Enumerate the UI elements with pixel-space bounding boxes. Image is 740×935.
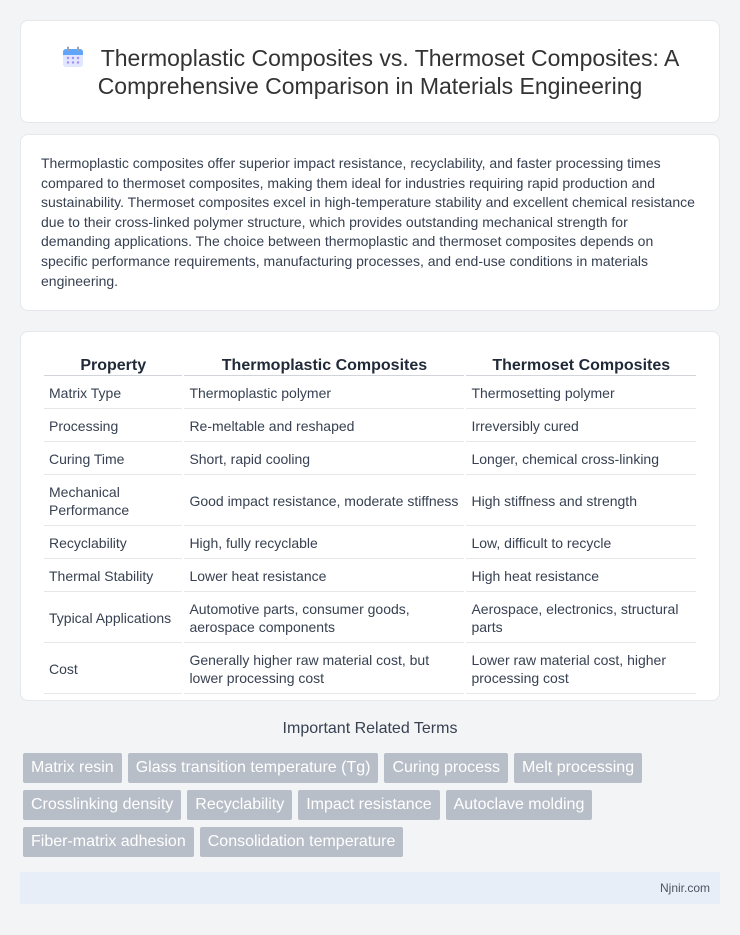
table-cell: Thermal Stability <box>44 561 182 592</box>
term-tag[interactable]: Matrix resin <box>23 753 122 783</box>
footer <box>20 872 720 904</box>
table-cell: High stiffness and strength <box>466 477 696 526</box>
comparison-table-card <box>20 331 720 701</box>
table-cell: Cost <box>44 645 182 694</box>
summary-text: Thermoplastic composites offer superior impact resistance, recyclability, and faster processing times compared to thermoset composites, making them ideal for industries requiring rapid production and sustainability. Thermoset composites excel in high-temperature stability and excellent chemical resistance due to their cross-linked polymer structure, which provides outstanding mechanical strength for demanding applications. The choice between thermoplastic and thermoset composites depends on specific performance requirements, manufacturing processes, and end-use conditions in materials engineering. <box>41 155 695 289</box>
table-cell: Typical Applications <box>44 594 182 643</box>
table-cell: Generally higher raw material cost, but lower processing cost <box>184 645 464 694</box>
table-cell: High heat resistance <box>466 561 696 592</box>
table-cell: Low, difficult to recycle <box>466 528 696 559</box>
table-header: Thermoset Composites <box>466 354 696 376</box>
table-cell: Curing Time <box>44 444 182 475</box>
term-tag[interactable]: Glass transition temperature (Tg) <box>128 753 379 783</box>
table-row <box>44 378 696 409</box>
related-terms-list <box>23 753 723 857</box>
summary-card <box>20 134 720 311</box>
comparison-table <box>42 352 698 696</box>
table-header: Thermoplastic Composites <box>184 354 464 376</box>
table-row <box>44 645 696 694</box>
term-tag[interactable]: Autoclave molding <box>446 790 593 820</box>
table-cell: Re-meltable and reshaped <box>184 411 464 442</box>
table-cell: Lower raw material cost, higher processing cost <box>466 645 696 694</box>
term-tag[interactable]: Crosslinking density <box>23 790 181 820</box>
table-row <box>44 561 696 592</box>
table-cell: Automotive parts, consumer goods, aerospace components <box>184 594 464 643</box>
term-tag[interactable]: Melt processing <box>514 753 642 783</box>
title-card <box>20 20 720 123</box>
page-title <box>41 44 699 100</box>
table-cell: Good impact resistance, moderate stiffness <box>184 477 464 526</box>
term-tag[interactable]: Impact resistance <box>298 790 439 820</box>
table-cell: High, fully recyclable <box>184 528 464 559</box>
table-cell: Lower heat resistance <box>184 561 464 592</box>
table-row <box>44 411 696 442</box>
table-cell: Irreversibly cured <box>466 411 696 442</box>
footer-site-link[interactable]: Njnir.com <box>659 881 710 895</box>
table-row <box>44 528 696 559</box>
table-cell: Short, rapid cooling <box>184 444 464 475</box>
table-row <box>44 444 696 475</box>
table-cell: Aerospace, electronics, structural parts <box>466 594 696 643</box>
table-cell: Matrix Type <box>44 378 182 409</box>
table-cell: Thermosetting polymer <box>466 378 696 409</box>
table-header: Property <box>44 354 182 376</box>
table-cell: Processing <box>44 411 182 442</box>
table-header-row <box>44 354 696 376</box>
calendar-icon <box>61 45 85 69</box>
table-cell: Longer, chemical cross-linking <box>466 444 696 475</box>
table-row <box>44 594 696 643</box>
term-tag[interactable]: Recyclability <box>187 790 292 820</box>
table-cell: Mechanical Performance <box>44 477 182 526</box>
related-terms-heading: Important Related Terms <box>282 720 458 737</box>
table-cell: Recyclability <box>44 528 182 559</box>
table-row <box>44 477 696 526</box>
term-tag[interactable]: Fiber-matrix adhesion <box>23 827 194 857</box>
table-cell: Thermoplastic polymer <box>184 378 464 409</box>
page-title-text: Thermoplastic Composites vs. Thermoset Composites: A Comprehensive Comparison in Materials Engineering <box>97 44 680 99</box>
term-tag[interactable]: Curing process <box>384 753 508 783</box>
term-tag[interactable]: Consolidation temperature <box>200 827 404 857</box>
